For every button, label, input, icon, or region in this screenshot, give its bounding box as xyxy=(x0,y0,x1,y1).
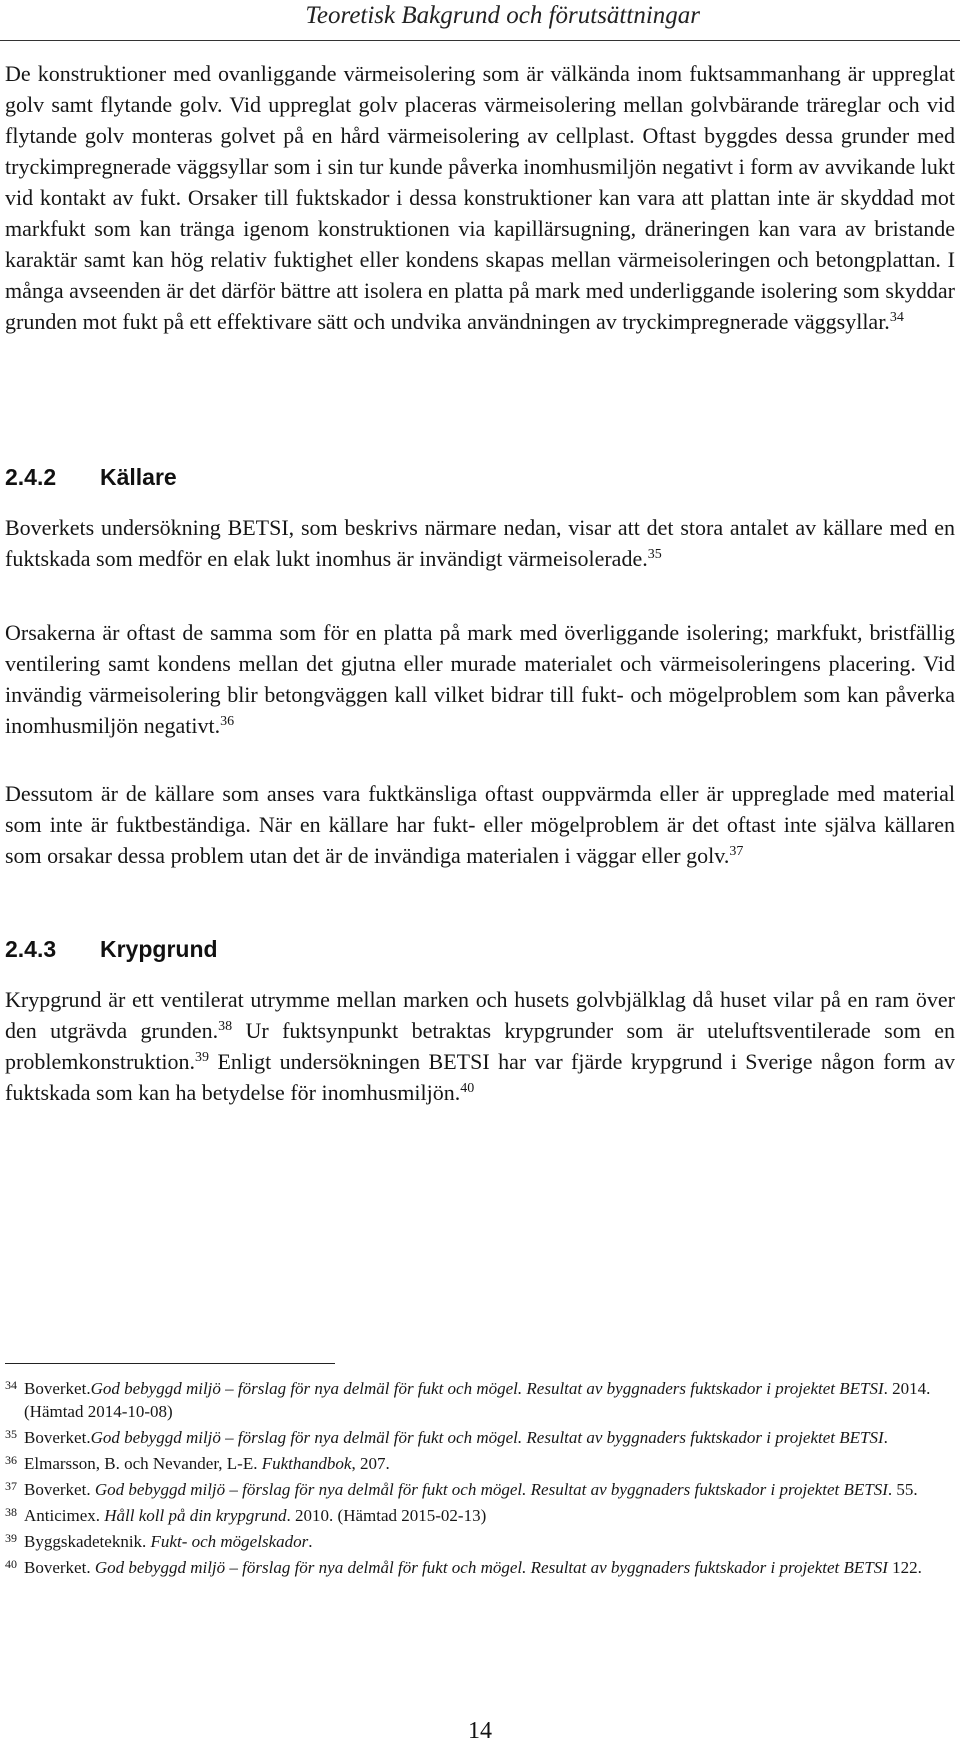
footnote-rest: . xyxy=(308,1532,313,1551)
footnote-rest: . 2014. (Hämtad 2014-10-08) xyxy=(24,1379,931,1421)
section-title: Krypgrund xyxy=(100,936,218,962)
footnote-rest: . 55. xyxy=(887,1480,918,1499)
footnote-title: Fukt- och mögelskador xyxy=(150,1532,309,1551)
footnote-ref: 34 xyxy=(889,310,904,325)
paragraph-text: Dessutom är de källare som anses vara fuktkänsliga oftast ouppvärmda eller är uppreglade med material som inte är fuktbeständiga. När en källare har fukt- eller mögelproblem är det oftast inte själva källaren som orsakar dessa problem utan det är de invändiga materialen i väggar eller golv. xyxy=(5,781,955,868)
footnote-36 xyxy=(5,1449,960,1475)
paragraph-text: Boverkets undersökning BETSI, som beskrivs närmare nedan, visar att det stora antalet av källare med en fuktskada som medför en elak lukt inomhus är invändigt värmeisolerade. xyxy=(5,515,955,571)
footnote-author: Boverket. xyxy=(24,1379,91,1398)
section-heading-kallare xyxy=(5,464,177,491)
paragraph-krypgrund xyxy=(5,984,955,1108)
running-header: Teoretisk Bakgrund och förutsättningar xyxy=(305,2,700,29)
footnote-title: God bebyggd miljö – förslag för nya delmål för fukt och mögel. Resultat av byggnaders fuktskador i projektet BETSI xyxy=(94,1480,888,1499)
footnote-author: Boverket. xyxy=(24,1428,91,1447)
paragraph-kallare-3 xyxy=(5,778,955,871)
footnote-number: 36 xyxy=(5,1453,17,1467)
footnote-author: Boverket. xyxy=(24,1558,95,1577)
footnote-37 xyxy=(5,1475,960,1501)
page-number: 14 xyxy=(468,1718,492,1744)
footnote-34 xyxy=(5,1374,960,1423)
footnote-number: 37 xyxy=(5,1479,17,1493)
footnote-ref: 35 xyxy=(647,547,662,562)
footnote-39 xyxy=(5,1527,960,1553)
footnote-title: Håll koll på din krypgrund xyxy=(104,1506,287,1525)
footnote-title: God bebyggd miljö – förslag för nya delmäl för fukt och mögel. Resultat av byggnaders fuktskador i projektet BETSI xyxy=(90,1379,884,1398)
section-heading-krypgrund xyxy=(5,936,218,963)
footnote-title: God bebyggd miljö – förslag för nya delmål för fukt och mögel. Resultat av byggnaders fuktskador i projektet BETSI xyxy=(94,1558,888,1577)
footnote-number: 34 xyxy=(5,1378,17,1392)
intro-paragraph xyxy=(5,58,955,337)
footnote-rest: . xyxy=(883,1428,888,1447)
footnotes xyxy=(5,1374,960,1579)
footnote-ref: 37 xyxy=(729,844,744,859)
section-number: 2.4.2 xyxy=(5,464,57,490)
intro-paragraph-text: De konstruktioner med ovanliggande värmeisolering som är välkända inom fuktsammanhang är uppreglat golv samt flytande golv. Vid uppreglat golv placeras värmeisolering mellan golvbärande träreglar och vid flytande golv monteras golvet på en hård värmeisolering av cellplast. Oftast byggdes dessa grunder med tryckimpregnerade väggsyllar som i sin tur kunde påverka inomhusmiljön negativt i form av avvikande lukt vid kontakt av fukt. Orsaker till fuktskador i dessa konstruktioner kan vara att plattan inte är skyddad mot markfukt som kan tränga igenom konstruktionen via kapillärsugning, dräneringen kan vara av bristande karaktär samt kan hög relativ fuktighet eller kondens skapas mellan värmeisoleringen och betongplattan. I många avseenden är det därför bättre att isolera en platta på mark med underliggande isolering som skyddar grunden mot fukt på ett effektivare sätt och undvika användningen av tryckimpregnerade väggsyllar. xyxy=(5,61,955,334)
footnote-number: 35 xyxy=(5,1427,17,1441)
footnote-rest: , 207. xyxy=(351,1454,390,1473)
footnote-38 xyxy=(5,1501,960,1527)
footnote-ref: 36 xyxy=(220,714,235,729)
footnote-author: Anticimex. xyxy=(24,1506,105,1525)
footnote-35 xyxy=(5,1423,960,1449)
footnote-ref: 40 xyxy=(460,1081,475,1096)
footnote-rule xyxy=(5,1363,335,1364)
paragraph-text: Enligt undersökningen BETSI har var fjärde krypgrund i Sverige någon form av fuktskada som kan ha betydelse för inomhusmiljön. xyxy=(5,1049,955,1105)
paragraph-kallare-2 xyxy=(5,617,955,741)
paragraph-text: Krypgrund är ett ventilerat utrymme mellan marken och husets golvbjälklag då huset vilar på en ram över den utgrävda grunden. xyxy=(5,987,955,1043)
section-number: 2.4.3 xyxy=(5,936,57,962)
footnote-ref: 38 xyxy=(218,1019,233,1034)
section-title: Källare xyxy=(100,464,177,490)
footnote-author: Byggskadeteknik. xyxy=(24,1532,151,1551)
paragraph-text: Orsakerna är oftast de samma som för en platta på mark med överliggande isolering; markfukt, bristfällig ventilering samt kondens mellan det gjutna eller murade materialet och värmeisoleringens placering. Vid invändig värmeisolering blir betongväggen kall vilket bidrar till fukt- och mögelproblem som kan påverka inomhusmiljön negativt. xyxy=(5,620,955,738)
footnote-number: 38 xyxy=(5,1505,17,1519)
paragraph-kallare-1 xyxy=(5,512,955,574)
footnote-rest: 122. xyxy=(887,1558,922,1577)
footnote-title: God bebyggd miljö – förslag för nya delmäl för fukt och mögel. Resultat av byggnaders fuktskador i projektet BETSI xyxy=(90,1428,884,1447)
footnote-40 xyxy=(5,1553,960,1579)
footnote-rest: . 2010. (Hämtad 2015-02-13) xyxy=(286,1506,487,1525)
footnote-ref: 39 xyxy=(195,1050,210,1065)
header-rule xyxy=(0,40,960,41)
paragraph-text: Ur fuktsynpunkt betraktas krypgrunder som är uteluftsventilerade som en problemkonstruktion. xyxy=(5,1018,956,1074)
footnote-number: 40 xyxy=(5,1557,17,1571)
footnote-number: 39 xyxy=(5,1531,17,1545)
footnote-author: Boverket. xyxy=(24,1480,95,1499)
footnote-title: Fukthandbok xyxy=(261,1454,352,1473)
footnote-author: Elmarsson, B. och Nevander, L-E. xyxy=(24,1454,262,1473)
